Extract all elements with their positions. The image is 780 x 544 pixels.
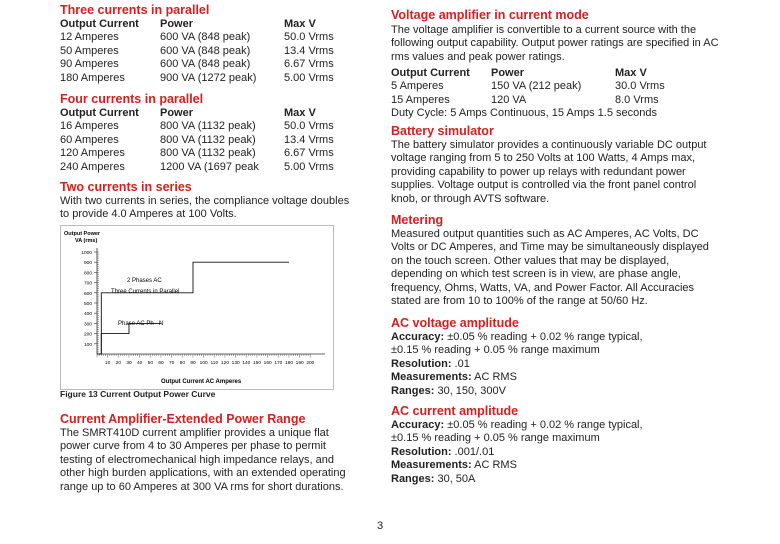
measurements-value: AC RMS: [471, 459, 517, 472]
x-tick-label: 20: [115, 361, 122, 366]
measurements-line: [391, 459, 721, 472]
measurements-value: AC RMS: [471, 371, 517, 384]
measurements-line: [391, 371, 721, 384]
annotation-2-phases: 2 Phases AC: [127, 278, 162, 284]
table-row: [391, 80, 721, 93]
cell-max-v: 8.0 Vrms: [615, 93, 659, 106]
cell-max-v: 50.0 Vrms: [284, 31, 334, 44]
table-three-currents: [60, 18, 360, 85]
cell-current: 60 Amperes: [60, 133, 119, 146]
table-four-currents: [60, 107, 360, 174]
col-power: Power: [160, 107, 194, 119]
cell-power: 800 VA (1132 peak): [160, 120, 256, 133]
cell-current: 5 Amperes: [391, 80, 444, 93]
x-tick-label: 30: [126, 361, 132, 366]
col-max-v: Max V: [284, 18, 316, 30]
table-row: [60, 31, 360, 44]
page-number: 3: [377, 520, 384, 532]
x-tick-label: 140: [242, 361, 251, 366]
accuracy-line: [391, 331, 721, 344]
resolution-line: [391, 358, 721, 371]
x-axis-label: Output Current AC Amperes: [161, 379, 242, 385]
x-tick-label: 110: [210, 361, 219, 366]
cell-current: 90 Amperes: [60, 58, 119, 71]
resolution-value: .001/.01: [451, 445, 495, 458]
col-output-current: Output Current: [60, 107, 139, 119]
section-title-extended-power: Current Amplifier-Extended Power Range: [60, 412, 306, 426]
cell-max-v: 6.67 Vrms: [284, 58, 334, 71]
cell-power: 120 VA: [491, 93, 527, 106]
power-curve-svg: [61, 226, 333, 389]
series-line-1: [97, 262, 289, 354]
cell-power: 800 VA (1132 peak): [160, 133, 256, 146]
x-tick-label: 40: [136, 361, 143, 366]
col-power: Power: [160, 18, 194, 30]
accuracy-value: ±0.05 % reading + 0.02 % range typical,: [444, 419, 643, 431]
accuracy-line: [391, 419, 721, 432]
y-tick-label: 300: [83, 322, 92, 328]
cell-current: 120 Amperes: [60, 147, 125, 160]
accuracy-value-2: ±0.15 % reading + 0.05 % range maximum: [391, 432, 600, 445]
y-tick-label: 800: [83, 271, 92, 277]
y-tick-label: 400: [83, 312, 92, 318]
paragraph-metering: Measured output quantities such as AC Amperes, AC Volts, DC Volts or DC Amperes, and Time may be simultaneously displayed on the touch screen. Other values that may be displayed, depending on which test screen is in view, are phase angle, frequency, Ohms, Watts, VA, and Power Factor. All Accuracies stated are from 10 to 100% of the range at 50/60 Hz.: [391, 228, 709, 308]
y-tick-label: 600: [83, 291, 92, 297]
y-tick-label: 700: [83, 281, 92, 287]
section-title-three-currents: Three currents in parallel: [60, 3, 210, 17]
table-header: [391, 67, 721, 80]
cell-power: 150 VA (212 peak): [491, 80, 582, 93]
cell-current: 12 Amperes: [60, 31, 119, 44]
paragraph-battery-simulator: The battery simulator provides a continuously variable DC output voltage ranging from 5 to 250 Volts at 100 Watts, 4 Amps max, providing capability to power up relays with redundant power supplies. Voltage output is controlled via the front panel control knob, or through AVTS software.: [391, 139, 707, 205]
cell-power: 600 VA (848 peak): [160, 31, 251, 44]
table-row: [60, 134, 360, 147]
x-tick-label: 190: [295, 361, 304, 366]
section-title-four-currents: Four currents in parallel: [60, 92, 204, 106]
annotation-three-currents: Three Currents in Parallel: [111, 289, 180, 295]
series-line-2: [97, 321, 164, 354]
col-power: Power: [491, 67, 525, 79]
cell-max-v: 50.0 Vrms: [284, 120, 334, 133]
ac-current-specs: [391, 419, 721, 486]
cell-max-v: 5.00 Vrms: [284, 160, 334, 173]
section-title-two-currents-series: Two currents in series: [60, 180, 192, 194]
cell-max-v: 13.4 Vrms: [284, 44, 334, 57]
section-title-voltage-amplifier: Voltage amplifier in current mode: [391, 8, 589, 22]
ranges-value: 30, 50A: [434, 472, 476, 485]
x-tick-label: 60: [158, 361, 164, 366]
x-tick-label: 100: [199, 361, 208, 366]
section-title-ac-current: AC current amplitude: [391, 404, 519, 418]
table-row: [60, 58, 360, 71]
resolution-line: [391, 446, 721, 459]
cell-power: 800 VA (1132 peak): [160, 147, 256, 160]
table-header: [60, 107, 360, 120]
paragraph-extended-power: The SMRT410D current amplifier provides a unique flat power curve from 4 to 30 Amperes per phase to permit testing of electromechanical high impedance relays, and other high burden applications, with an extended operating range up to 60 Amperes at 300 VA rms for short durations.: [60, 427, 346, 493]
table-row: [60, 72, 360, 85]
col-output-current: Output Current: [391, 67, 470, 79]
measurements-label: Measurements:: [391, 371, 472, 384]
accuracy-value-2: ±0.15 % reading + 0.05 % range maximum: [391, 344, 600, 357]
chart-series: [97, 262, 289, 354]
table-row: [60, 147, 360, 160]
accuracy-value: ±0.05 % reading + 0.02 % range typical,: [444, 331, 643, 343]
cell-max-v: 13.4 Vrms: [284, 133, 334, 146]
col-output-current: Output Current: [60, 18, 139, 30]
ranges-value: 30, 150, 300V: [434, 384, 506, 397]
section-title-metering: Metering: [391, 213, 444, 227]
x-tick-label: 90: [190, 361, 196, 366]
col-max-v: Max V: [284, 107, 316, 119]
y-tick-label: 900: [83, 261, 92, 267]
table-row: [60, 45, 360, 58]
cell-current: 180 Amperes: [60, 71, 125, 84]
cell-max-v: 5.00 Vrms: [284, 71, 334, 84]
cell-max-v: 30.0 Vrms: [615, 80, 665, 93]
col-max-v: Max V: [615, 67, 647, 79]
x-tick-label: 150: [252, 361, 262, 366]
cell-power: 900 VA (1272 peak): [160, 71, 257, 84]
cell-current: 50 Amperes: [60, 44, 119, 57]
ranges-line: [391, 385, 721, 398]
ranges-label: Ranges:: [391, 384, 435, 397]
cell-power: 600 VA (848 peak): [160, 44, 251, 57]
cell-max-v: 6.67 Vrms: [284, 147, 334, 160]
section-title-ac-voltage: AC voltage amplitude: [391, 316, 519, 330]
x-tick-label: 180: [284, 361, 294, 366]
y-axis-label-line2: VA (rms): [75, 238, 98, 244]
chart-axes: [81, 248, 325, 366]
table-row: [60, 161, 360, 174]
cell-power: 600 VA (848 peak): [160, 58, 251, 71]
y-tick-label: 200: [83, 332, 92, 338]
table-voltage-amplifier: [391, 67, 721, 107]
x-tick-label: 160: [263, 361, 272, 366]
resolution-label: Resolution:: [391, 445, 452, 458]
cell-current: 240 Amperes: [60, 160, 125, 173]
y-tick-label: 1000: [81, 251, 92, 256]
power-curve-chart: [60, 225, 334, 390]
x-tick-label: 10: [104, 361, 111, 366]
table-header: [60, 18, 360, 31]
resolution-label: Resolution:: [391, 357, 452, 370]
measurements-label: Measurements:: [391, 459, 472, 472]
x-tick-label: 120: [220, 361, 230, 366]
x-tick-label: 70: [168, 361, 175, 366]
accuracy-label: Accuracy:: [391, 419, 445, 431]
table-row: [60, 120, 360, 133]
x-tick-label: 50: [147, 361, 154, 366]
cell-current: 16 Amperes: [60, 120, 119, 133]
ranges-line: [391, 473, 721, 486]
resolution-value: .01: [451, 357, 470, 370]
x-tick-label: 130: [231, 361, 240, 366]
figure-caption: Figure 13 Current Output Power Curve: [60, 389, 216, 399]
table-row: [391, 94, 721, 107]
y-tick-label: 500: [83, 302, 92, 307]
x-tick-label: 200: [306, 361, 315, 366]
paragraph-voltage-amplifier: The voltage amplifier is convertible to a current source with the following output capability. Output power ratings are specified in AC rms values and peak power ratings.: [391, 24, 719, 63]
y-axis-label-line1: Output Power: [64, 231, 101, 237]
cell-current: 15 Amperes: [391, 93, 450, 106]
x-tick-label: 170: [274, 361, 283, 366]
annotation-phase-ac: Phase AC Ph - N: [118, 321, 164, 327]
cell-power: 1200 VA (1697 peak: [160, 160, 259, 173]
x-tick-label: 80: [179, 361, 186, 366]
y-tick-label: 100: [83, 342, 92, 348]
section-title-battery-simulator: Battery simulator: [391, 124, 494, 138]
duty-cycle-text: Duty Cycle: 5 Amps Continuous, 15 Amps 1.5 seconds: [391, 107, 657, 119]
accuracy-label: Accuracy:: [391, 331, 445, 343]
ranges-label: Ranges:: [391, 472, 435, 485]
paragraph-two-currents-series: With two currents in series, the compliance voltage doubles to provide 4.0 Amperes at 100 Volts.: [60, 195, 350, 221]
ac-voltage-specs: [391, 331, 721, 398]
